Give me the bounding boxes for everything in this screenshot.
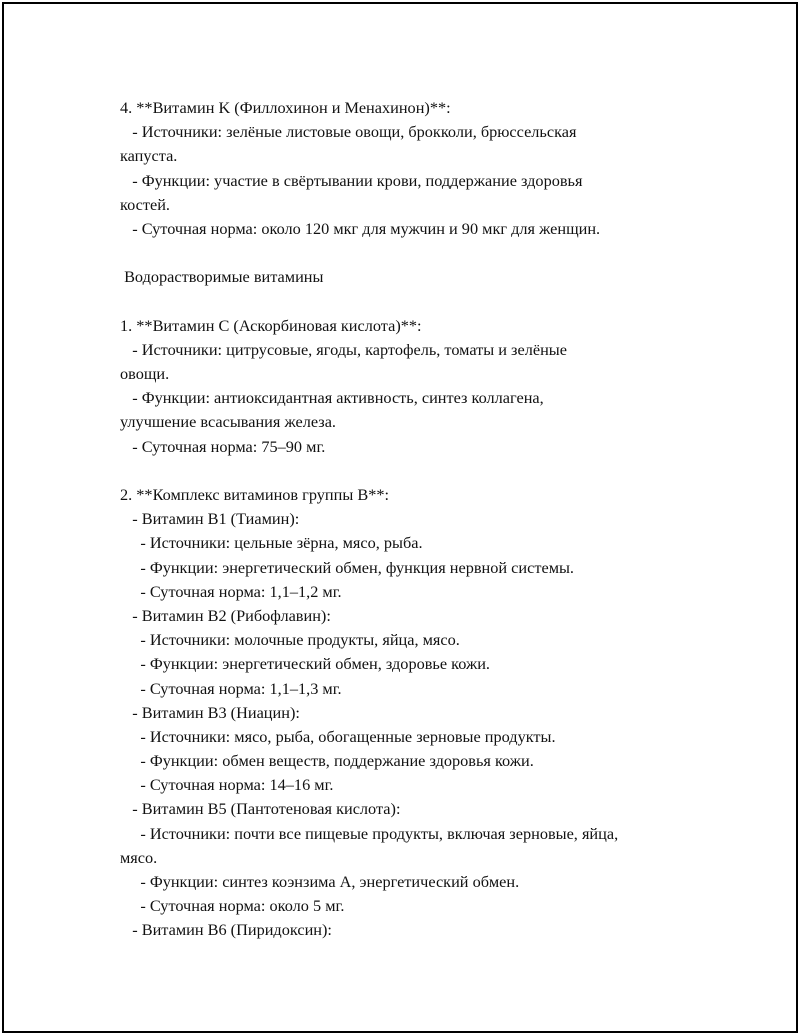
text-line: - Функции: энергетический обмен, здоровье кожи. [120, 654, 490, 674]
text-line: - Источники: молочные продукты, яйца, мясо. [120, 630, 460, 650]
text-line: - Суточная норма: 1,1–1,2 мг. [120, 581, 342, 601]
text-line: улучшение всасывания железа. [120, 412, 336, 432]
text-line: - Суточная норма: 75–90 мг. [120, 436, 326, 456]
text-line: - Источники: цитрусовые, ягоды, картофель, томаты и зелёные [120, 339, 567, 359]
document-page [2, 2, 798, 1033]
text-line: - Суточная норма: 14–16 мг. [120, 775, 334, 795]
list-item-heading: 1. **Витамин C (Аскорбиновая кислота)**: [120, 315, 422, 335]
text-line: мясо. [120, 847, 158, 867]
text-line: - Источники: мясо, рыба, обогащенные зерновые продукты. [120, 726, 556, 746]
blank-line [120, 241, 700, 265]
blank-line [120, 459, 700, 483]
list-item-heading: 2. **Комплекс витаминов группы B**: [120, 485, 390, 504]
text-line: - Суточная норма: 1,1–1,3 мг. [120, 678, 342, 698]
text-line: костей. [120, 194, 170, 214]
text-line: - Функции: синтез коэнзима A, энергетический обмен. [120, 872, 520, 891]
list-item-heading: 4. **Витамин K (Филлохинон и Менахинон)**: [120, 98, 451, 117]
text-line: - Функции: участие в свёртывании крови, поддержание здоровья [120, 170, 583, 190]
sub-item-heading: - Витамин B3 (Ниацин): [120, 702, 300, 722]
blank-line [120, 290, 700, 314]
sub-item-heading: - Витамин B6 (Пиридоксин): [120, 920, 332, 940]
sub-item-heading: - Витамин B5 (Пантотеновая кислота): [120, 799, 401, 819]
text-line: - Источники: почти все пищевые продукты, включая зерновые, яйца, [120, 823, 619, 843]
text-line: капуста. [120, 146, 178, 166]
sub-item-heading: - Витамин B2 (Рибофлавин): [120, 605, 331, 625]
sub-item-heading: - Витамин B1 (Тиамин): [120, 509, 300, 529]
text-line: - Источники: цельные зёрна, мясо, рыба. [120, 533, 423, 553]
section-heading: Водорастворимые витамины [120, 267, 324, 287]
text-line: - Функции: энергетический обмен, функция нервной системы. [120, 557, 575, 577]
text-line: - Суточная норма: около 120 мкг для мужчин и 90 мкг для женщин. [120, 218, 601, 238]
text-line: - Источники: зелёные листовые овощи, брокколи, брюссельская [120, 122, 577, 142]
text-line: - Функции: обмен веществ, поддержание здоровья кожи. [120, 751, 534, 771]
document-body [120, 96, 700, 943]
text-line: овощи. [120, 364, 170, 384]
text-line: - Функции: антиоксидантная активность, синтез коллагена, [120, 388, 544, 408]
text-line: - Суточная норма: около 5 мг. [120, 896, 345, 916]
